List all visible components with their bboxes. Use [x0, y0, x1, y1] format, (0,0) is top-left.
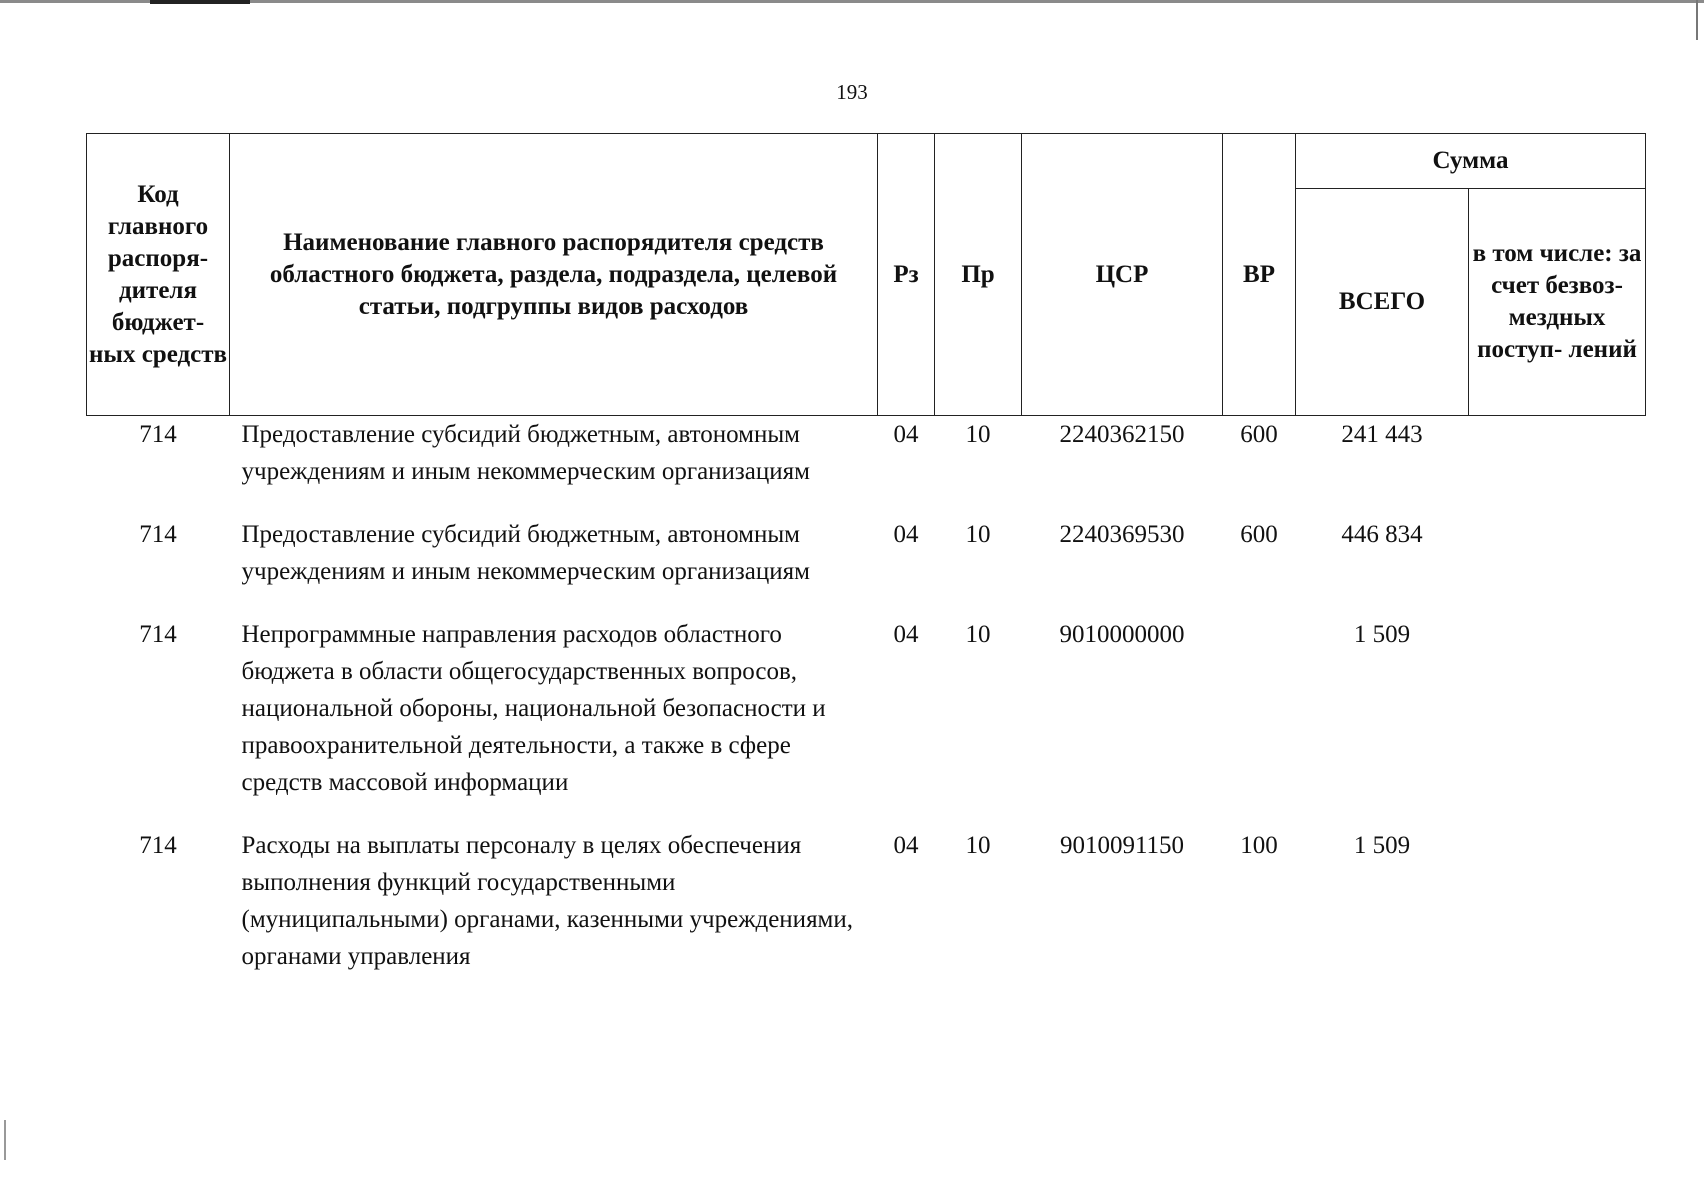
cell-code: 714 — [139, 621, 177, 648]
table-row — [87, 827, 1646, 1001]
header-pr: Пр — [935, 134, 1022, 416]
scan-border-top — [0, 0, 1704, 3]
cell-pr: 10 — [965, 521, 991, 548]
cell-free — [1469, 416, 1646, 517]
header-rz: Рз — [878, 134, 935, 416]
cell-pr: 10 — [965, 421, 991, 448]
scan-border-mark — [150, 0, 250, 4]
table-header — [87, 134, 1646, 416]
table-row — [87, 416, 1646, 517]
header-code: Код главного распоря- дителя бюджет- ных средств — [87, 134, 230, 416]
header-vr: ВР — [1223, 134, 1296, 416]
cell-csr: 9010091150 — [1059, 832, 1185, 859]
cell-code: 714 — [139, 421, 177, 448]
cell-free — [1469, 616, 1646, 827]
table-row — [87, 516, 1646, 616]
cell-vr: 600 — [1240, 421, 1278, 448]
cell-rz: 04 — [893, 521, 919, 548]
cell-name: Предоставление субсидий бюджетным, автономным учреждениям и иным некоммерческим организациям — [241, 421, 810, 485]
cell-name: Непрограммные направления расходов областного бюджета в области общегосударственных вопросов, национальной обороны, национальной безопасности и правоохранительной деятельности, а также в сфере средств массовой информации — [241, 621, 826, 796]
cell-pr: 10 — [965, 621, 991, 648]
page-number: 193 — [836, 80, 868, 104]
cell-free — [1469, 827, 1646, 1001]
cell-total: 1 509 — [1353, 621, 1411, 648]
cell-name: Предоставление субсидий бюджетным, автономным учреждениям и иным некоммерческим организациям — [241, 521, 810, 585]
cell-code: 714 — [139, 521, 177, 548]
budget-table — [86, 133, 1646, 1001]
table-body — [87, 416, 1646, 1002]
cell-total: 446 834 — [1341, 521, 1423, 548]
cell-csr: 2240362150 — [1059, 421, 1185, 448]
cell-rz: 04 — [893, 832, 919, 859]
cell-vr — [1223, 616, 1296, 827]
cell-csr: 2240369530 — [1059, 521, 1185, 548]
header-sum: Сумма — [1296, 134, 1646, 189]
cell-code: 714 — [139, 832, 177, 859]
scan-border-right — [1696, 0, 1698, 40]
cell-total: 241 443 — [1341, 421, 1423, 448]
cell-name: Расходы на выплаты персоналу в целях обеспечения выполнения функций государственными (муниципальными) органами, казенными учреждениями, органами управления — [241, 832, 854, 970]
cell-rz: 04 — [893, 621, 919, 648]
scan-edge-mark — [4, 1120, 6, 1160]
cell-total: 1 509 — [1353, 832, 1411, 859]
cell-free — [1469, 516, 1646, 616]
header-total: ВСЕГО — [1296, 189, 1469, 416]
header-name: Наименование главного распорядителя средств областного бюджета, раздела, подраздела, целевой статьи, подгруппы видов расходов — [230, 134, 878, 416]
cell-csr: 9010000000 — [1059, 621, 1185, 648]
cell-pr: 10 — [965, 832, 991, 859]
header-free: в том числе: за счет безвоз- мездных поступ- лений — [1469, 189, 1646, 416]
header-csr: ЦСР — [1022, 134, 1223, 416]
cell-vr: 600 — [1240, 521, 1278, 548]
cell-rz: 04 — [893, 421, 919, 448]
cell-vr: 100 — [1240, 832, 1278, 859]
table-row — [87, 616, 1646, 827]
